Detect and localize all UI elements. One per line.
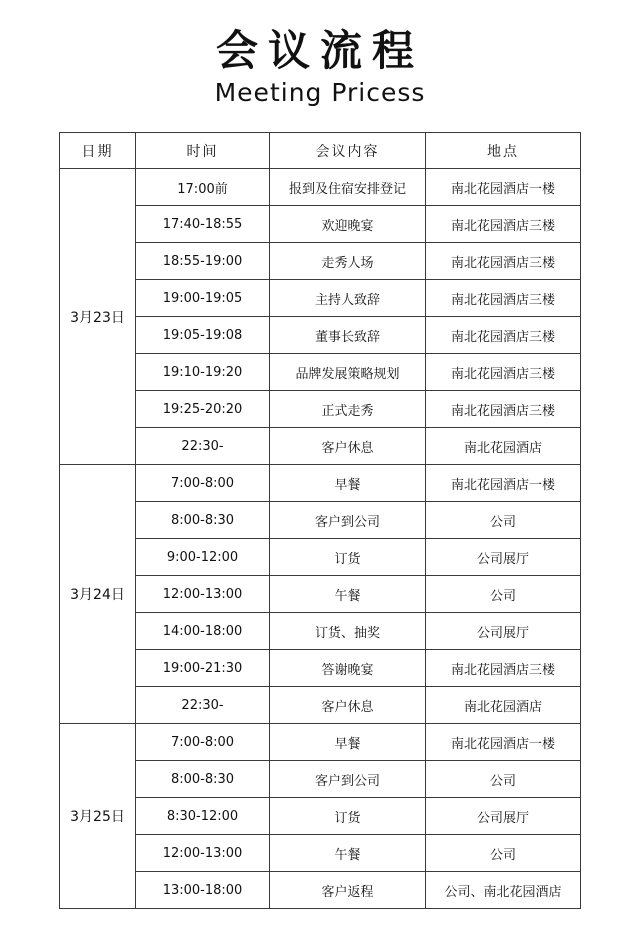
place-cell: 南北花园酒店三楼 [426,243,581,280]
column-header-place: 地点 [426,133,581,169]
page-title: 会议流程 [215,26,424,75]
time-cell: 17:00前 [136,169,270,206]
time-cell: 19:00-21:30 [136,650,270,687]
content-cell: 欢迎晚宴 [270,206,426,243]
date-cell: 3月24日 [60,465,136,724]
column-header-time: 时间 [136,133,270,169]
place-cell: 南北花园酒店 [426,428,581,465]
time-cell: 22:30- [136,428,270,465]
time-cell: 12:00-13:00 [136,576,270,613]
time-cell: 14:00-18:00 [136,613,270,650]
content-cell: 走秀人场 [270,243,426,280]
content-cell: 正式走秀 [270,391,426,428]
table-row [60,502,581,539]
date-cell: 3月23日 [60,169,136,465]
table-header-row [60,133,581,169]
place-cell: 公司展厅 [426,798,581,835]
time-cell: 7:00-8:00 [136,724,270,761]
place-cell: 公司 [426,761,581,798]
time-cell: 18:55-19:00 [136,243,270,280]
content-cell: 客户返程 [270,872,426,909]
place-cell: 公司 [426,576,581,613]
place-cell: 公司展厅 [426,539,581,576]
table-row [60,687,581,724]
place-cell: 南北花园酒店三楼 [426,391,581,428]
content-cell: 订货 [270,798,426,835]
time-cell: 19:25-20:20 [136,391,270,428]
place-cell: 公司 [426,835,581,872]
place-cell: 南北花园酒店三楼 [426,650,581,687]
column-header-date: 日期 [60,133,136,169]
time-cell: 8:00-8:30 [136,502,270,539]
content-cell: 董事长致辞 [270,317,426,354]
table-row [60,354,581,391]
content-cell: 答谢晚宴 [270,650,426,687]
content-cell: 早餐 [270,465,426,502]
time-cell: 8:30-12:00 [136,798,270,835]
table-row [60,465,581,502]
content-cell: 客户休息 [270,687,426,724]
time-cell: 9:00-12:00 [136,539,270,576]
table-row [60,835,581,872]
place-cell: 南北花园酒店一楼 [426,465,581,502]
time-cell: 8:00-8:30 [136,761,270,798]
place-cell: 南北花园酒店三楼 [426,206,581,243]
place-cell: 南北花园酒店 [426,687,581,724]
content-cell: 订货 [270,539,426,576]
time-cell: 17:40-18:55 [136,206,270,243]
place-cell: 公司、南北花园酒店 [426,872,581,909]
place-cell: 公司 [426,502,581,539]
content-cell: 订货、抽奖 [270,613,426,650]
table-row [60,613,581,650]
date-cell: 3月25日 [60,724,136,909]
content-cell: 午餐 [270,576,426,613]
content-cell: 客户休息 [270,428,426,465]
content-cell: 主持人致辞 [270,280,426,317]
table-row [60,761,581,798]
table-row [60,724,581,761]
schedule-table [59,132,581,909]
place-cell: 南北花园酒店三楼 [426,354,581,391]
place-cell: 南北花园酒店一楼 [426,724,581,761]
place-cell: 南北花园酒店三楼 [426,317,581,354]
table-row [60,872,581,909]
time-cell: 19:05-19:08 [136,317,270,354]
schedule-body [60,169,581,909]
time-cell: 13:00-18:00 [136,872,270,909]
content-cell: 午餐 [270,835,426,872]
table-row [60,391,581,428]
place-cell: 公司展厅 [426,613,581,650]
table-row [60,317,581,354]
content-cell: 客户到公司 [270,502,426,539]
content-cell: 品牌发展策略规划 [270,354,426,391]
table-row [60,428,581,465]
page-subtitle: Meeting Pricess [214,78,426,107]
place-cell: 南北花园酒店三楼 [426,280,581,317]
content-cell: 客户到公司 [270,761,426,798]
table-row [60,576,581,613]
time-cell: 22:30- [136,687,270,724]
table-row [60,243,581,280]
table-row [60,206,581,243]
place-cell: 南北花园酒店一楼 [426,169,581,206]
time-cell: 19:00-19:05 [136,280,270,317]
time-cell: 19:10-19:20 [136,354,270,391]
table-row [60,798,581,835]
content-cell: 报到及住宿安排登记 [270,169,426,206]
time-cell: 12:00-13:00 [136,835,270,872]
table-row [60,650,581,687]
table-row [60,169,581,206]
content-cell: 早餐 [270,724,426,761]
table-row [60,280,581,317]
column-header-content: 会议内容 [270,133,426,169]
table-row [60,539,581,576]
time-cell: 7:00-8:00 [136,465,270,502]
